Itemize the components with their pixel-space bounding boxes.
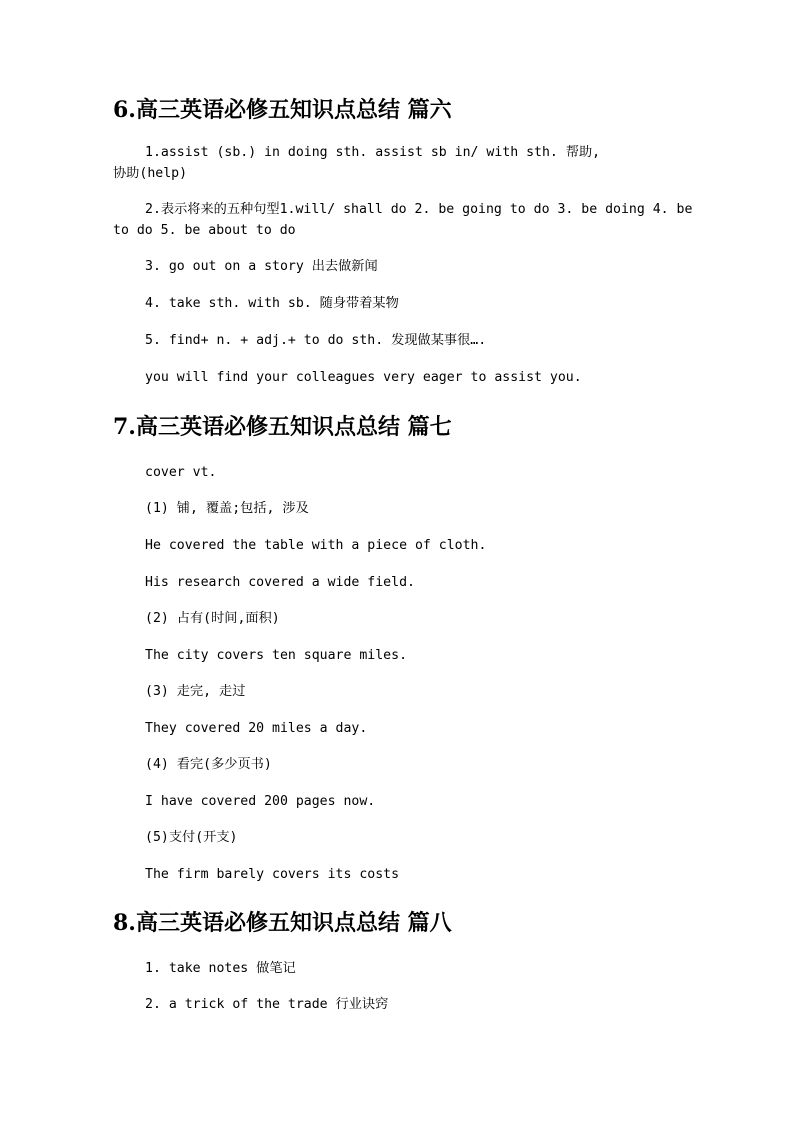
paragraph: 1.assist (sb.) in doing sth. assist sb in/ with sth. 帮助,协助(help): [113, 145, 601, 181]
section-6: [113, 95, 704, 388]
paragraph: (2) 占有(时间,面积): [145, 611, 280, 626]
paragraph: He covered the table with a piece of cloth.: [145, 538, 487, 553]
paragraph: 2.表示将来的五种句型1.will/ shall do 2. be going to do 3. be doing 4. be to do 5. be about to do: [113, 202, 693, 238]
paragraph: cover vt.: [145, 465, 217, 480]
paragraph: The city covers ten square miles.: [145, 648, 408, 663]
paragraph: 5. find+ n. + adj.+ to do sth. 发现做某事很….: [145, 333, 487, 348]
section-heading: 7.高三英语必修五知识点总结 篇七: [113, 414, 452, 440]
paragraph: 2. a trick of the trade 行业诀窍: [145, 997, 389, 1012]
paragraph: They covered 20 miles a day.: [145, 721, 368, 736]
paragraph: 1. take notes 做笔记: [145, 961, 296, 976]
paragraph: His research covered a wide field.: [145, 575, 415, 590]
paragraph: (3) 走完, 走过: [145, 684, 246, 699]
paragraph: you will find your colleagues very eager to assist you.: [145, 370, 582, 385]
paragraph: 4. take sth. with sb. 随身带着某物: [145, 296, 399, 311]
paragraph: The firm barely covers its costs: [145, 867, 400, 882]
paragraph: (4) 看完(多少页书): [145, 757, 272, 772]
section-heading: 6.高三英语必修五知识点总结 篇六: [113, 97, 452, 123]
paragraph: I have covered 200 pages now.: [145, 794, 376, 809]
paragraph: 3. go out on a story 出去做新闻: [145, 259, 378, 274]
paragraph: (5)支付(开支): [145, 830, 238, 845]
section-8: [113, 908, 704, 1015]
section-heading: 8.高三英语必修五知识点总结 篇八: [113, 910, 452, 936]
paragraph: (1) 铺, 覆盖;包括, 涉及: [145, 501, 309, 516]
section-7: [113, 412, 704, 885]
